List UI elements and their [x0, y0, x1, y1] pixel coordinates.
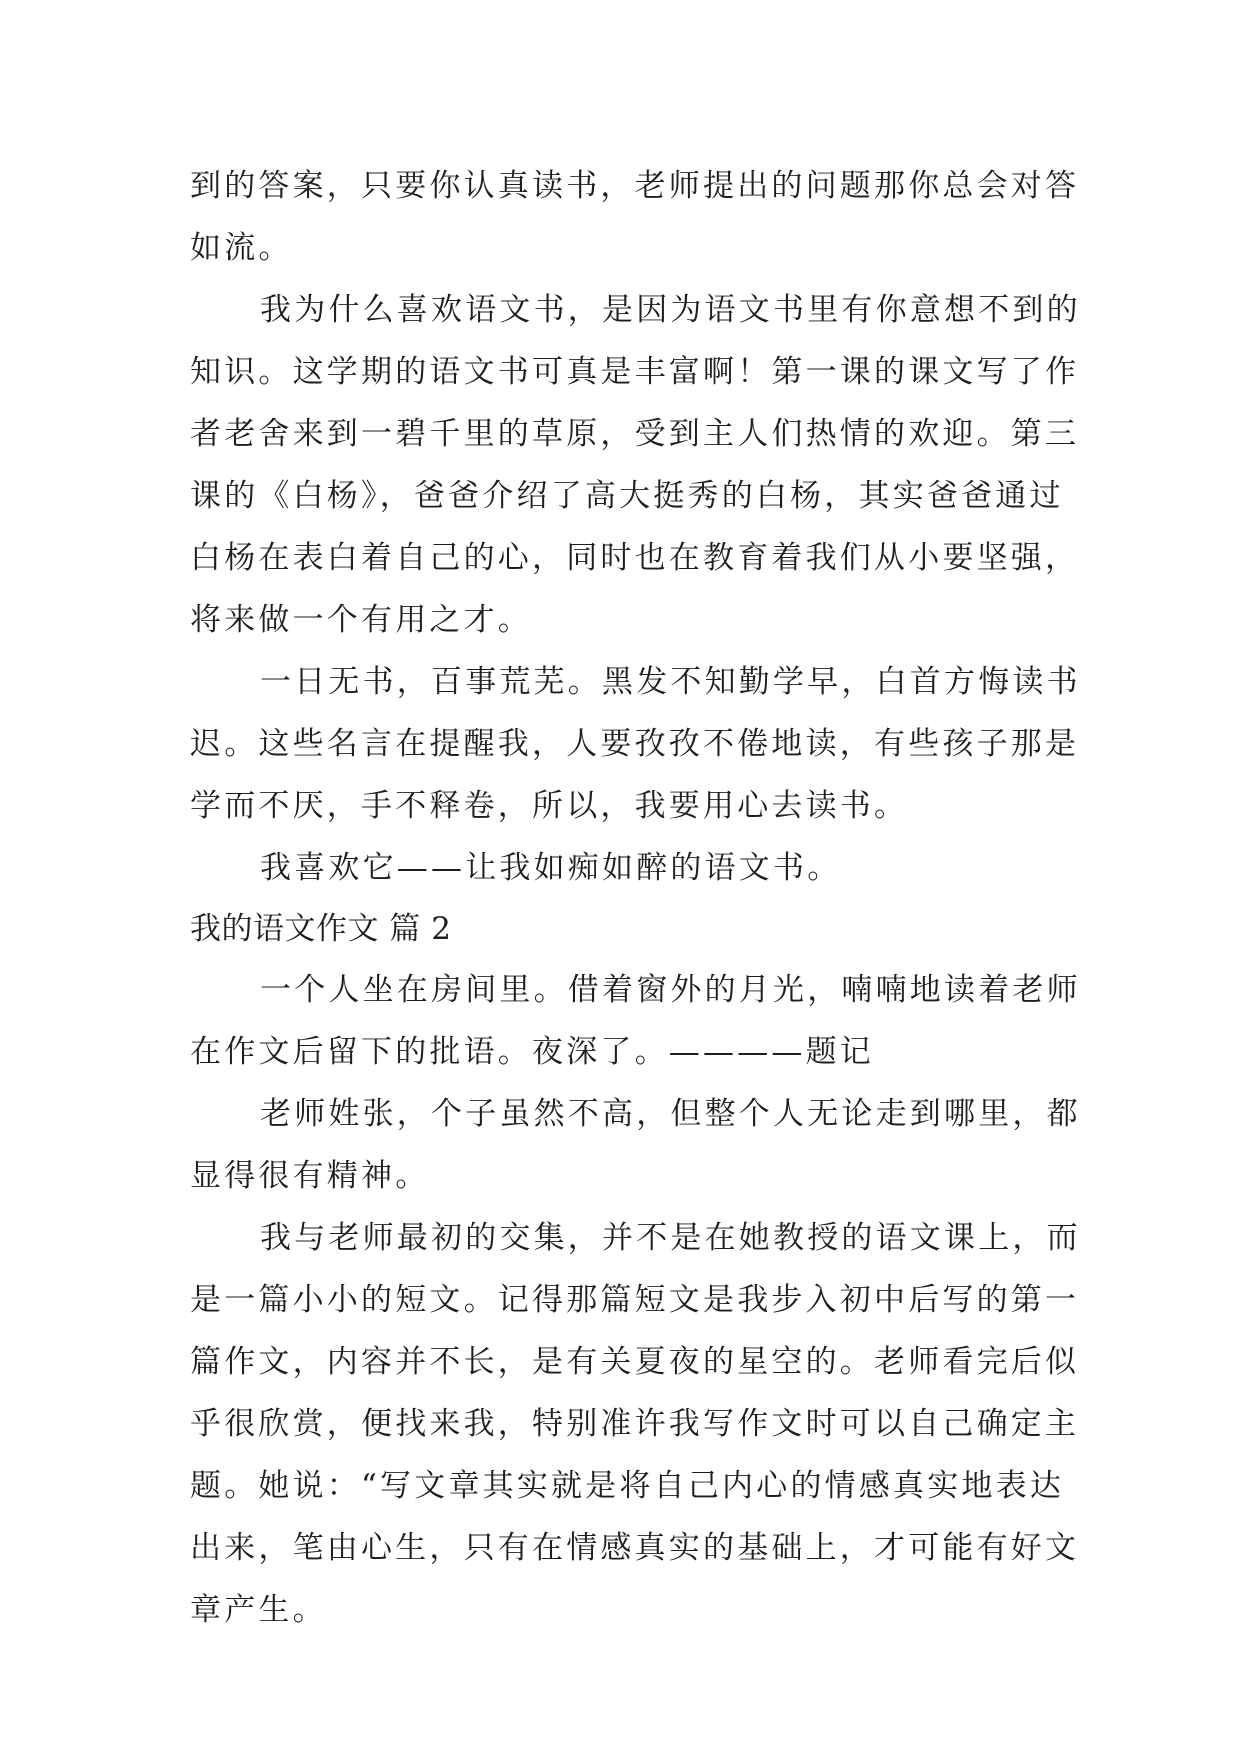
paragraph	[190, 837, 1060, 899]
text-line: 我与老师最初的交集，并不是在她教授的语文课上，而	[260, 1220, 1081, 1256]
text-line: 白杨在表白着自己的心，同时也在教育着我们从小要坚强，	[190, 540, 1080, 576]
text-line: 题。她说：“写文章其实就是将自己内心的情感真实地表达	[190, 1468, 1065, 1504]
text-line: 在作文后留下的批语。夜深了。————题记	[190, 1034, 874, 1070]
paragraph	[190, 279, 1081, 651]
text-line: 一日无书，百事荒芜。黑发不知勤学早，白首方悔读书	[260, 664, 1081, 700]
text-line: 课的《白杨》，爸爸介绍了高大挺秀的白杨，其实爸爸通过	[190, 478, 1064, 514]
text-line: 显得很有精神。	[190, 1158, 430, 1194]
paragraph	[190, 1083, 1081, 1207]
text-line: 迟。这些名言在提醒我，人要孜孜不倦地读，有些孩子那是	[190, 726, 1080, 762]
document-page	[190, 155, 1081, 1641]
text-line: 我喜欢它——让我如痴如醉的语文书。	[260, 850, 842, 886]
text-line: 是一篇小小的短文。记得那篇短文是我步入初中后写的第一	[190, 1282, 1080, 1318]
section-heading: 我的语文作文 篇 2	[190, 911, 452, 947]
text-line: 知识。这学期的语文书可真是丰富啊！第一课的课文写了作	[190, 354, 1080, 390]
text-line: 将来做一个有用之才。	[190, 602, 532, 638]
paragraph	[190, 959, 1081, 1083]
text-line: 出来，笔由心生，只有在情感真实的基础上，才可能有好文	[190, 1530, 1080, 1566]
text-line: 到的答案，只要你认真读书，老师提出的问题那你总会对答	[190, 168, 1080, 204]
text-line: 一个人坐在房间里。借着窗外的月光，喃喃地读着老师	[260, 972, 1081, 1008]
text-line: 章产生。	[190, 1592, 327, 1628]
text-line: 者老舍来到一碧千里的草原，受到主人们热情的欢迎。第三	[190, 416, 1080, 452]
text-line: 我为什么喜欢语文书，是因为语文书里有你意想不到的	[260, 292, 1081, 328]
paragraph	[190, 155, 1080, 279]
text-line: 篇作文，内容并不长，是有关夏夜的星空的。老师看完后似	[190, 1344, 1080, 1380]
text-line: 如流。	[190, 230, 293, 266]
paragraph	[190, 1207, 1081, 1641]
text-line: 乎很欣赏，便找来我，特别准许我写作文时可以自己确定主	[190, 1406, 1080, 1442]
text-line: 学而不厌，手不释卷，所以，我要用心去读书。	[190, 788, 909, 824]
text-line: 老师姓张，个子虽然不高，但整个人无论走到哪里，都	[260, 1096, 1081, 1132]
paragraph	[190, 651, 1081, 837]
